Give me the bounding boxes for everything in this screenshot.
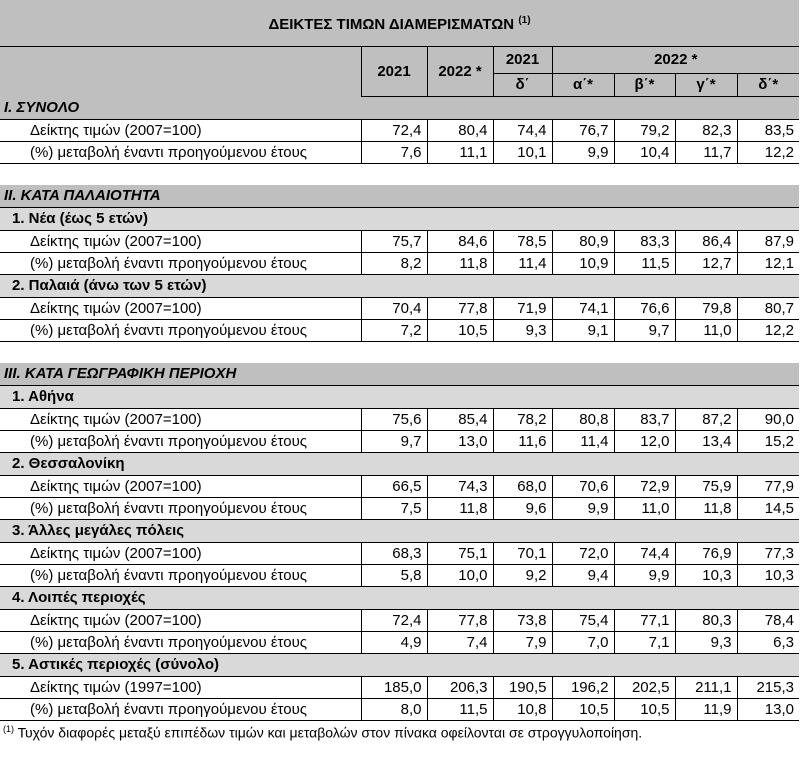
value-cell: 11,8: [427, 253, 493, 275]
value-cell: 74,3: [427, 476, 493, 498]
value-cell: 84,6: [427, 231, 493, 253]
group-title: 4. Λοιπές περιοχές: [0, 587, 799, 610]
value-cell: 13,0: [427, 431, 493, 453]
table-row: [0, 610, 799, 632]
value-cell: 77,8: [427, 610, 493, 632]
value-cell: 10,1: [493, 142, 552, 164]
value-cell: 8,0: [361, 699, 427, 721]
value-cell: 10,8: [493, 699, 552, 721]
table-row: [0, 543, 799, 565]
value-cell: 68,3: [361, 543, 427, 565]
value-cell: 85,4: [427, 409, 493, 431]
value-cell: 86,4: [675, 231, 737, 253]
value-cell: 72,9: [614, 476, 675, 498]
header-q1-2022: α΄*: [552, 74, 614, 97]
value-cell: 13,4: [675, 431, 737, 453]
value-cell: 11,4: [552, 431, 614, 453]
table-row: [0, 409, 799, 431]
header-2021-quarterly: 2021: [493, 47, 552, 74]
value-cell: 79,2: [614, 120, 675, 142]
row-label: Δείκτης τιμών (2007=100): [0, 543, 361, 565]
value-cell: 66,5: [361, 476, 427, 498]
value-cell: 12,2: [737, 320, 799, 342]
table-row: [0, 498, 799, 520]
value-cell: 10,0: [427, 565, 493, 587]
value-cell: 215,3: [737, 677, 799, 699]
value-cell: 9,9: [552, 498, 614, 520]
value-cell: 9,2: [493, 565, 552, 587]
value-cell: 75,9: [675, 476, 737, 498]
value-cell: 7,0: [552, 632, 614, 654]
value-cell: 9,9: [614, 565, 675, 587]
value-cell: 11,5: [427, 699, 493, 721]
row-label: Δείκτης τιμών (2007=100): [0, 409, 361, 431]
table-row: [0, 699, 799, 721]
value-cell: 77,1: [614, 610, 675, 632]
value-cell: 11,6: [493, 431, 552, 453]
section-row: [0, 363, 799, 386]
value-cell: 10,5: [614, 699, 675, 721]
value-cell: 14,5: [737, 498, 799, 520]
row-label: (%) μεταβολή έναντι προηγούμενου έτους: [0, 142, 361, 164]
value-cell: 11,0: [614, 498, 675, 520]
value-cell: 10,4: [614, 142, 675, 164]
value-cell: 76,9: [675, 543, 737, 565]
section-row: [0, 185, 799, 208]
group-title: 3. Άλλες μεγάλες πόλεις: [0, 520, 799, 543]
value-cell: 9,7: [361, 431, 427, 453]
group-title: 1. Νέα (έως 5 ετών): [0, 208, 799, 231]
group-title: 2. Θεσσαλονίκη: [0, 453, 799, 476]
value-cell: 9,3: [493, 320, 552, 342]
value-cell: 9,4: [552, 565, 614, 587]
value-cell: 11,8: [427, 498, 493, 520]
group-row: [0, 587, 799, 610]
group-row: [0, 386, 799, 409]
value-cell: 206,3: [427, 677, 493, 699]
value-cell: 83,5: [737, 120, 799, 142]
section-title: II. ΚΑΤΑ ΠΑΛΑΙΟΤΗΤΑ: [0, 185, 799, 208]
value-cell: 78,4: [737, 610, 799, 632]
value-cell: 87,9: [737, 231, 799, 253]
row-label: Δείκτης τιμών (2007=100): [0, 298, 361, 320]
value-cell: 5,8: [361, 565, 427, 587]
value-cell: 76,7: [552, 120, 614, 142]
value-cell: 185,0: [361, 677, 427, 699]
table-title: ΔΕΙΚΤΕΣ ΤΙΜΩΝ ΔΙΑΜΕΡΙΣΜΑΤΩΝ $^{(1)}$: [0, 0, 799, 47]
value-cell: 75,7: [361, 231, 427, 253]
header-row-years: [0, 47, 799, 74]
value-cell: 72,4: [361, 120, 427, 142]
row-label: (%) μεταβολή έναντι προηγούμενου έτους: [0, 632, 361, 654]
value-cell: 190,5: [493, 677, 552, 699]
table-row: [0, 142, 799, 164]
table-row: [0, 298, 799, 320]
value-cell: 211,1: [675, 677, 737, 699]
value-cell: 8,2: [361, 253, 427, 275]
header-q4-2021: δ΄: [493, 74, 552, 97]
group-row: [0, 654, 799, 677]
value-cell: 11,0: [675, 320, 737, 342]
value-cell: 79,8: [675, 298, 737, 320]
table-row: [0, 320, 799, 342]
value-cell: 82,3: [675, 120, 737, 142]
value-cell: 9,1: [552, 320, 614, 342]
value-cell: 70,1: [493, 543, 552, 565]
value-cell: 10,5: [427, 320, 493, 342]
value-cell: 196,2: [552, 677, 614, 699]
footnote: $^{(1)}$ Τυχόν διαφορές μεταξύ επιπέδων τιμών και μεταβολών στον πίνακα οφείλονται σε στρογγυλοποίηση.: [3, 724, 643, 741]
value-cell: 7,6: [361, 142, 427, 164]
value-cell: 71,9: [493, 298, 552, 320]
section-title: I. ΣΥΝΟΛΟ: [0, 97, 799, 120]
value-cell: 75,6: [361, 409, 427, 431]
value-cell: 73,8: [493, 610, 552, 632]
spacer-row: [0, 342, 799, 364]
value-cell: 72,4: [361, 610, 427, 632]
header-q4-2022: δ΄*: [737, 74, 799, 97]
value-cell: 74,1: [552, 298, 614, 320]
table-row: [0, 476, 799, 498]
group-row: [0, 453, 799, 476]
value-cell: 76,6: [614, 298, 675, 320]
value-cell: 78,5: [493, 231, 552, 253]
value-cell: 4,9: [361, 632, 427, 654]
row-label: Δείκτης τιμών (2007=100): [0, 120, 361, 142]
value-cell: 12,2: [737, 142, 799, 164]
value-cell: 9,3: [675, 632, 737, 654]
row-label: Δείκτης τιμών (2007=100): [0, 231, 361, 253]
value-cell: 80,4: [427, 120, 493, 142]
value-cell: 6,3: [737, 632, 799, 654]
value-cell: 7,5: [361, 498, 427, 520]
table-row: [0, 632, 799, 654]
row-label: (%) μεταβολή έναντι προηγούμενου έτους: [0, 699, 361, 721]
header-2022-quarterly: 2022 *: [552, 47, 799, 74]
value-cell: 9,6: [493, 498, 552, 520]
section-title: III. ΚΑΤΑ ΓΕΩΓΡΑΦΙΚΗ ΠΕΡΙΟΧΗ: [0, 363, 799, 386]
value-cell: 90,0: [737, 409, 799, 431]
row-label: Δείκτης τιμών (2007=100): [0, 476, 361, 498]
table-title-row: [0, 0, 799, 47]
value-cell: 83,7: [614, 409, 675, 431]
value-cell: 74,4: [493, 120, 552, 142]
value-cell: 78,2: [493, 409, 552, 431]
value-cell: 68,0: [493, 476, 552, 498]
group-row: [0, 520, 799, 543]
value-cell: 11,7: [675, 142, 737, 164]
group-title: 1. Αθήνα: [0, 386, 799, 409]
row-label: (%) μεταβολή έναντι προηγούμενου έτους: [0, 498, 361, 520]
group-row: [0, 208, 799, 231]
row-label: (%) μεταβολή έναντι προηγούμενου έτους: [0, 565, 361, 587]
value-cell: 7,2: [361, 320, 427, 342]
table-row: [0, 231, 799, 253]
header-2021: 2021: [361, 47, 427, 97]
value-cell: 12,7: [675, 253, 737, 275]
value-cell: 75,1: [427, 543, 493, 565]
group-row: [0, 275, 799, 298]
value-cell: 15,2: [737, 431, 799, 453]
value-cell: 75,4: [552, 610, 614, 632]
table-row: [0, 565, 799, 587]
value-cell: 7,9: [493, 632, 552, 654]
table-row: [0, 677, 799, 699]
value-cell: 87,2: [675, 409, 737, 431]
value-cell: 83,3: [614, 231, 675, 253]
header-q3-2022: γ΄*: [675, 74, 737, 97]
value-cell: 80,8: [552, 409, 614, 431]
value-cell: 9,7: [614, 320, 675, 342]
value-cell: 80,9: [552, 231, 614, 253]
row-label: Δείκτης τιμών (2007=100): [0, 610, 361, 632]
value-cell: 70,6: [552, 476, 614, 498]
row-label: (%) μεταβολή έναντι προηγούμενου έτους: [0, 320, 361, 342]
spacer-row: [0, 164, 799, 186]
value-cell: 12,0: [614, 431, 675, 453]
value-cell: 80,3: [675, 610, 737, 632]
value-cell: 11,9: [675, 699, 737, 721]
value-cell: 11,1: [427, 142, 493, 164]
value-cell: 9,9: [552, 142, 614, 164]
row-label: Δείκτης τιμών (1997=100): [0, 677, 361, 699]
value-cell: 202,5: [614, 677, 675, 699]
value-cell: 10,3: [737, 565, 799, 587]
value-cell: 74,4: [614, 543, 675, 565]
value-cell: 11,8: [675, 498, 737, 520]
value-cell: 10,3: [675, 565, 737, 587]
value-cell: 12,1: [737, 253, 799, 275]
value-cell: 10,5: [552, 699, 614, 721]
header-2022: 2022 *: [427, 47, 493, 97]
value-cell: 77,3: [737, 543, 799, 565]
row-label: (%) μεταβολή έναντι προηγούμενου έτους: [0, 253, 361, 275]
value-cell: 80,7: [737, 298, 799, 320]
value-cell: 72,0: [552, 543, 614, 565]
value-cell: 13,0: [737, 699, 799, 721]
value-cell: 77,9: [737, 476, 799, 498]
spacer-cell: [0, 342, 799, 364]
table-row: [0, 253, 799, 275]
row-label: (%) μεταβολή έναντι προηγούμενου έτους: [0, 431, 361, 453]
value-cell: 77,8: [427, 298, 493, 320]
value-cell: 11,4: [493, 253, 552, 275]
value-cell: 10,9: [552, 253, 614, 275]
header-q2-2022: β΄*: [614, 74, 675, 97]
table-row: [0, 120, 799, 142]
table-row: [0, 431, 799, 453]
section-row: [0, 97, 799, 120]
group-title: 5. Αστικές περιοχές (σύνολο): [0, 654, 799, 677]
value-cell: 7,4: [427, 632, 493, 654]
value-cell: 11,5: [614, 253, 675, 275]
header-blank: [0, 47, 361, 97]
spacer-cell: [0, 164, 799, 186]
group-title: 2. Παλαιά (άνω των 5 ετών): [0, 275, 799, 298]
value-cell: 7,1: [614, 632, 675, 654]
value-cell: 70,4: [361, 298, 427, 320]
